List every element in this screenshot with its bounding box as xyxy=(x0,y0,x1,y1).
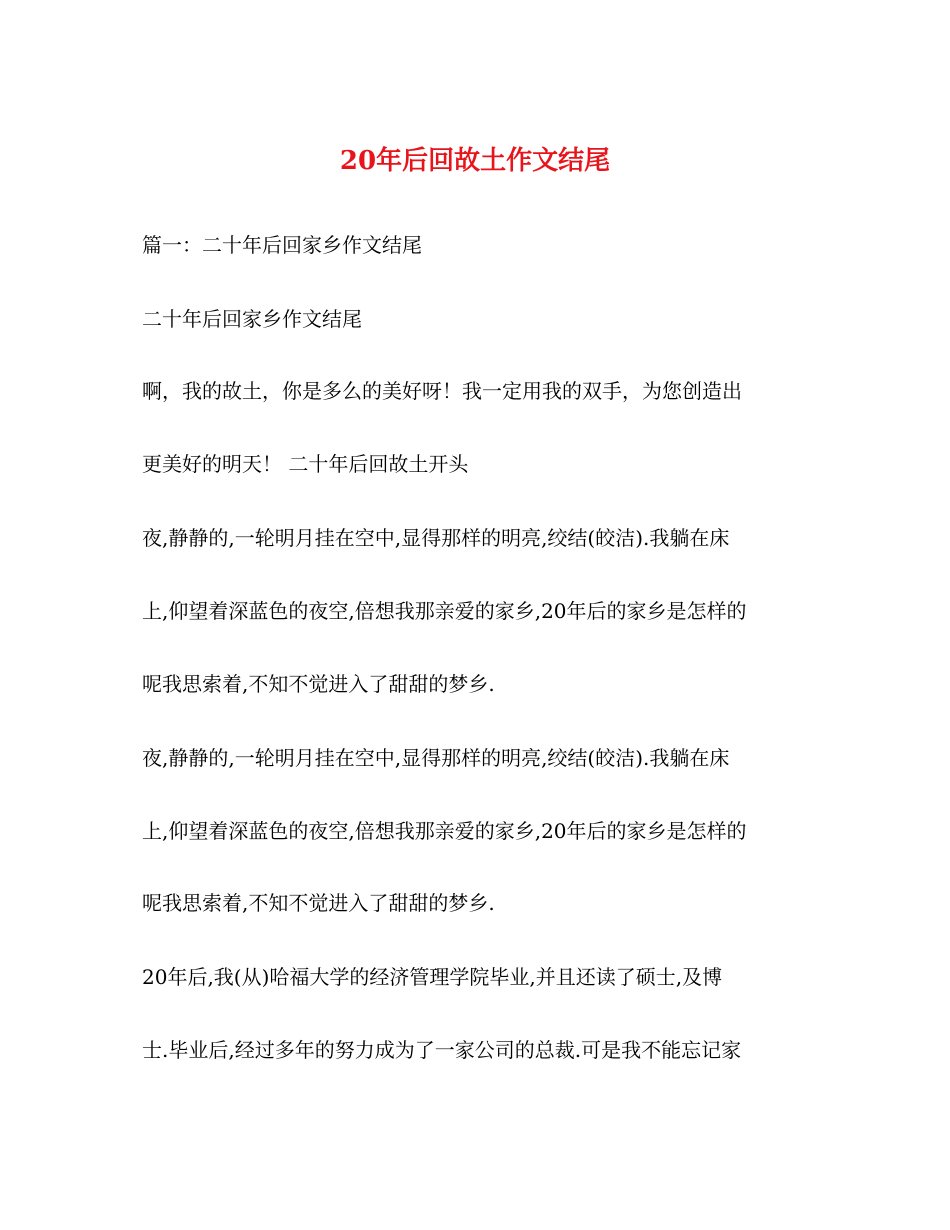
text-line: 夜,静静的,一轮明月挂在空中,显得那样的明亮,绞结(皎洁).我躺在床 xyxy=(142,526,730,550)
text-line: 更美好的明天！ 二十年后回故土开头 xyxy=(142,452,469,476)
text-line: 士.毕业后,经过多年的努力成为了一家公司的总裁.可是我不能忘记家 xyxy=(142,1038,742,1062)
text-line: 上,仰望着深蓝色的夜空,倍想我那亲爱的家乡,20年后的家乡是怎样的 xyxy=(142,599,747,623)
text-line: 夜,静静的,一轮明月挂在空中,显得那样的明亮,绞结(皎洁).我躺在床 xyxy=(142,746,730,770)
text-line: 呢我思索着,不知不觉进入了甜甜的梦乡. xyxy=(142,672,495,696)
document-title: 20年后回故土作文结尾 xyxy=(339,146,611,176)
text-line: 呢我思索着,不知不觉进入了甜甜的梦乡. xyxy=(142,891,495,915)
text-line: 二十年后回家乡作文结尾 xyxy=(142,307,362,331)
text-line: 篇一：二十年后回家乡作文结尾 xyxy=(142,233,422,257)
text-line: 上,仰望着深蓝色的夜空,倍想我那亲爱的家乡,20年后的家乡是怎样的 xyxy=(142,819,747,843)
text-line: 啊，我的故土，你是多么的美好呀！我一定用我的双手，为您创造出 xyxy=(142,379,742,403)
text-line: 20年后,我(从)哈福大学的经济管理学院毕业,并且还读了硕士,及博 xyxy=(142,965,723,989)
